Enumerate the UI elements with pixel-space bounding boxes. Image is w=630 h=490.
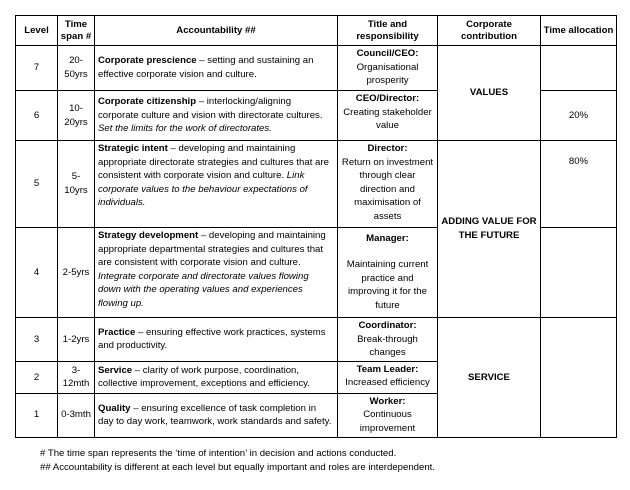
span-cell: 1-2yrs	[58, 318, 95, 362]
accountability-text: – interlocking/aligning corporate culture and vision with directorate cultures.	[98, 96, 323, 121]
accountability-text: – ensuring effective work practices, systems and productivity.	[98, 326, 326, 352]
accountability-text: – developing and maintaining appropriate directorate strategies and cultures that are consistent with corporate vision and culture.	[98, 143, 329, 182]
title-cell	[338, 361, 438, 393]
span-cell: 3-12mth	[58, 361, 95, 393]
accountability-heading: Practice	[98, 326, 136, 338]
role-title: Director:	[367, 143, 408, 154]
span-cell: 5-10yrs	[58, 141, 95, 228]
header-row	[16, 16, 617, 46]
accountability-heading: Strategic intent	[98, 143, 168, 154]
span-cell: 2-5yrs	[58, 228, 95, 318]
level-cell: 4	[16, 228, 58, 318]
title-cell	[338, 141, 438, 228]
footnote-accountability: ## Accountability is different at each level but equally important and roles are interdependent.	[40, 462, 436, 474]
role-responsibility: Increased efficiency	[345, 377, 430, 389]
level-cell: 6	[16, 91, 58, 141]
accountability-heading: Corporate citizenship	[98, 96, 197, 108]
accountability-cell	[95, 141, 338, 228]
header-allocation: Time allocation	[541, 16, 617, 46]
header-accountability: Accountability ##	[95, 16, 338, 46]
footnote-time-span: # The time span represents the ‘time of intention’ in decision and actions conducted.	[40, 448, 397, 459]
accountability-italic: Integrate corporate and directorate values flowing down with the operating values and experiences flowing up.	[98, 270, 309, 310]
span-cell: 10-20yrs	[58, 91, 95, 141]
allocation-empty	[541, 228, 617, 318]
accountability-cell	[95, 46, 338, 91]
accountability-heading: Strategy development	[98, 230, 199, 241]
level-cell: 1	[16, 393, 58, 437]
title-cell	[338, 91, 438, 141]
level-cell: 3	[16, 318, 58, 362]
accountability-cell	[95, 228, 338, 318]
level-cell: 5	[16, 141, 58, 228]
role-title: Coordinator:	[358, 320, 417, 331]
accountability-text: – setting and sustaining an effective corporate vision and culture.	[98, 55, 314, 80]
allocation-80: 80%	[541, 141, 617, 228]
contribution-adding-value: ADDING VALUE FOR THE FUTURE	[438, 141, 541, 318]
contribution-service: SERVICE	[438, 318, 541, 438]
table-row	[16, 318, 617, 362]
role-responsibility: Continuous improvement	[359, 409, 416, 435]
role-title: Council/CEO:	[356, 48, 419, 59]
allocation-empty	[541, 46, 617, 91]
title-cell	[338, 228, 438, 318]
table-row	[16, 46, 617, 91]
span-cell: 20-50yrs	[58, 46, 95, 91]
header-time-span: Time span #	[58, 16, 95, 46]
accountability-table	[15, 15, 617, 438]
accountability-text: – developing and maintaining appropriate departmental strategies and cultures that are consistent with corporate vision and culture.	[98, 230, 326, 269]
accountability-italic: Set the limits for the work of directorates.	[98, 123, 272, 135]
role-title: Worker:	[369, 395, 406, 407]
accountability-text: – ensuring excellence of task completion in day to day work, teamwork, work standards and safety.	[98, 402, 332, 428]
header-contribution: Corporate contribution	[438, 16, 541, 46]
role-title: CEO/Director:	[355, 93, 420, 104]
header-level: Level	[16, 16, 58, 46]
role-responsibility: Return on investment through clear direction and maximisation of assets	[341, 156, 434, 223]
role-responsibility: Organisational prosperity	[356, 61, 419, 87]
role-responsibility: Creating stakeholder value	[343, 106, 432, 132]
span-cell: 0-3mth	[58, 393, 95, 437]
allocation-20: 20%	[541, 91, 617, 141]
accountability-cell	[95, 393, 338, 437]
accountability-heading: Corporate prescience	[98, 55, 197, 67]
title-cell	[338, 318, 438, 362]
role-responsibility: Break-through changes	[357, 333, 418, 359]
accountability-heading: Quality	[98, 402, 131, 414]
role-title: Manager:	[366, 233, 409, 245]
accountability-italic: Link corporate values to the behaviour expectations of individuals.	[98, 170, 308, 209]
accountability-cell	[95, 91, 338, 141]
role-title: Team Leader:	[356, 363, 419, 375]
title-cell	[338, 393, 438, 437]
accountability-text: – clarity of work purpose, coordination, collective improvement, exceptions and efficiency.	[98, 364, 310, 390]
level-cell: 2	[16, 361, 58, 393]
level-cell: 7	[16, 46, 58, 91]
title-cell	[338, 46, 438, 91]
accountability-cell	[95, 318, 338, 362]
role-responsibility: Maintaining current practice and improving it for the future	[346, 259, 429, 311]
header-title: Title and responsibility	[338, 16, 438, 46]
footnotes	[40, 447, 435, 476]
contribution-values: VALUES	[438, 46, 541, 141]
allocation-empty	[541, 318, 617, 438]
table-row	[16, 141, 617, 228]
accountability-cell	[95, 361, 338, 393]
accountability-heading: Service	[98, 364, 133, 376]
